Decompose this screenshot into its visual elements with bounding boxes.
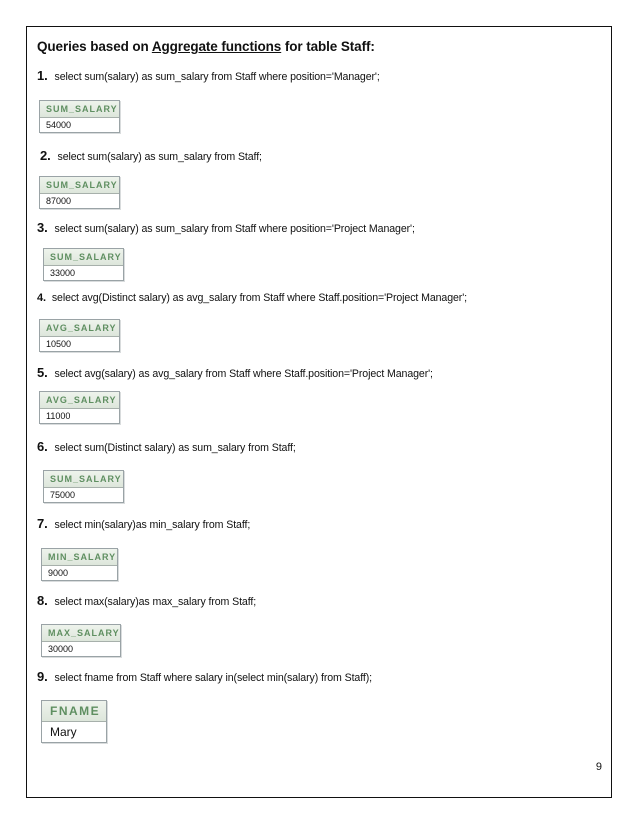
result-table-5 (39, 391, 120, 424)
result-table-9 (41, 700, 107, 743)
result-cell: 9000 (48, 568, 69, 578)
result-cell: 54000 (46, 120, 72, 130)
result-column-header: AVG_SALARY (40, 392, 119, 409)
query-number: 1. (37, 68, 48, 83)
result-cell: 33000 (50, 268, 76, 278)
heading-link: Aggregate functions (151, 39, 282, 54)
query-1 (37, 68, 380, 83)
query-sql: select min(salary)as min_salary from Staff; (54, 519, 251, 531)
result-column-header: SUM_SALARY (40, 101, 119, 118)
page-heading (37, 39, 375, 54)
result-column-header: AVG_SALARY (40, 320, 119, 337)
result-cell: 30000 (48, 644, 74, 654)
result-table-7 (41, 548, 118, 581)
result-column-header: SUM_SALARY (44, 471, 123, 488)
result-table-8 (41, 624, 121, 657)
result-table-6 (43, 470, 124, 503)
query-sql: select fname from Staff where salary in(select min(salary) from Staff); (54, 672, 372, 684)
query-sql: select max(salary)as max_salary from Staff; (54, 596, 257, 608)
result-table-3 (43, 248, 124, 281)
query-number: 7. (37, 516, 48, 531)
result-column-header: SUM_SALARY (40, 177, 119, 194)
query-sql: select sum(salary) as sum_salary from Staff where position='Project Manager'; (54, 223, 415, 235)
result-cell: 11000 (46, 411, 71, 421)
query-5 (37, 365, 433, 380)
query-sql: select sum(Distinct salary) as sum_salary from Staff; (54, 442, 296, 454)
query-sql: select sum(salary) as sum_salary from Staff; (57, 151, 262, 163)
result-cell: 75000 (50, 490, 76, 500)
query-number: 2. (40, 148, 51, 163)
query-number: 5. (37, 365, 48, 380)
query-sql: select avg(Distinct salary) as avg_salary from Staff where Staff.position='Project Manager'; (51, 292, 467, 304)
query-number: 9. (37, 669, 48, 684)
result-cell: 87000 (46, 196, 72, 206)
result-table-1 (39, 100, 120, 133)
result-cell: Mary (50, 725, 77, 739)
result-table-4 (39, 319, 120, 352)
query-7 (37, 516, 250, 531)
query-sql: select sum(salary) as sum_salary from Staff where position='Manager'; (54, 71, 380, 83)
query-9 (37, 669, 372, 684)
query-2 (40, 148, 262, 163)
result-column-header: SUM_SALARY (44, 249, 123, 266)
query-number: 3. (37, 220, 48, 235)
result-cell: 10500 (46, 339, 72, 349)
query-number: 4. (37, 292, 46, 304)
heading-prefix: Queries based on (37, 39, 152, 54)
result-table-2 (39, 176, 120, 209)
result-column-header: FNAME (42, 701, 106, 722)
query-number: 6. (37, 439, 48, 454)
query-6 (37, 439, 296, 454)
heading-suffix: for table Staff: (281, 39, 375, 54)
query-3 (37, 220, 415, 235)
query-8 (37, 593, 256, 608)
query-4 (37, 292, 467, 304)
query-sql: select avg(salary) as avg_salary from Staff where Staff.position='Project Manager'; (54, 368, 433, 380)
result-column-header: MAX_SALARY (42, 625, 120, 642)
page-number: 9 (595, 761, 602, 773)
result-column-header: MIN_SALARY (42, 549, 117, 566)
query-number: 8. (37, 593, 48, 608)
